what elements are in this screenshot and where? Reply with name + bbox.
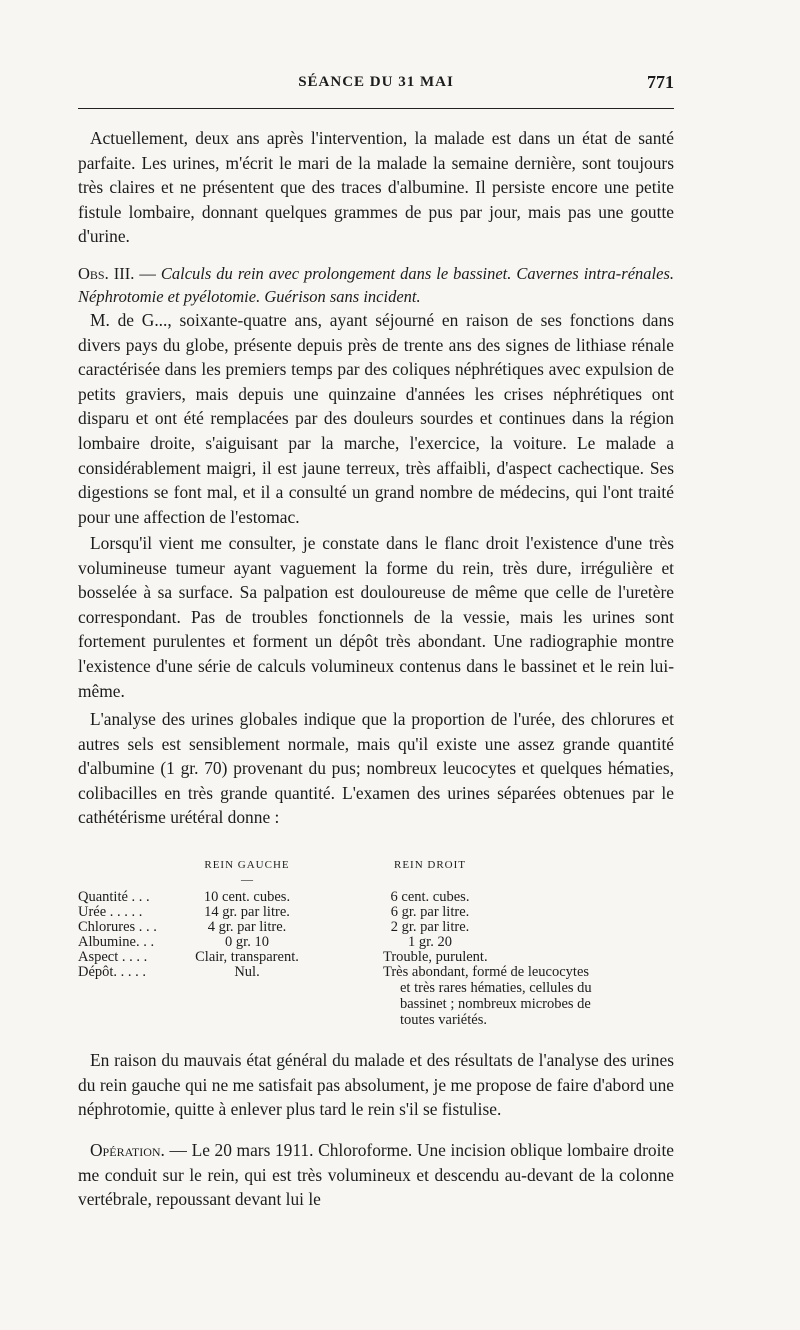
table-row-continuation: toutes variétés. bbox=[400, 1012, 487, 1028]
table-row: Urée . . . . . 14 gr. par litre. 6 gr. par litre. bbox=[78, 904, 470, 920]
paragraph-history: M. de G..., soixante-quatre ans, ayant séjourné en raison de ses fonctions dans divers pays du globe, présente depuis près de trente ans des signes de lithiase rénale caractérisée dans les premiers temps par des coliques néphrétiques avec expulsion de petits graviers, mais depuis une quinzaine d'années les crises néphrétiques ont disparu et ont été remplacées par des douleurs sourdes et continues dans la région lombaire droite, s'aiguisant par la marche, l'exercice, la voiture. Le malade a considérablement maigri, il est jaune terreux, très affaibli, d'aspect cachectique. Ses digestions se font mal, et il a consulté un grand nombre de médecins, qui l'ont traité pour une affection de l'estomac. bbox=[78, 310, 674, 527]
header-rule bbox=[78, 108, 674, 109]
paragraph-urine-analysis: L'analyse des urines globales indique que la proportion de l'urée, des chlorures et autres sels est sensiblement normale, mais qu'il existe une assez grande quantité d'albumine (1 gr. 70) provenant du pus; nombreux leucocytes et quelques hématies, colibacilles en très grande quantité. L'examen des urines séparées obtenues par le cathétérisme urétéral donne : bbox=[78, 709, 674, 828]
observation-title: Calculs du rein avec prolongement dans le bassinet. Cavernes intra-rénales. Néphrotomie et pyélotomie. Guérison sans incident. bbox=[78, 264, 675, 306]
table-header-dash: — bbox=[241, 872, 253, 886]
page-number: 771 bbox=[647, 72, 674, 92]
observation-heading: Obs. III. — Calculs du rein avec prolongement dans le bassinet. Cavernes intra-rénales. Néphrotomie et pyélotomie. Guérison sans incident. bbox=[78, 264, 675, 306]
running-title: SÉANCE DU 31 MAI bbox=[298, 74, 454, 90]
running-header bbox=[78, 70, 674, 96]
table-row-continuation: bassinet ; nombreux microbes de bbox=[400, 996, 591, 1012]
table-row-continuation: et très rares hématies, cellules du bbox=[400, 980, 592, 996]
table-header-left: REIN GAUCHE bbox=[204, 859, 290, 871]
paragraph-conclusion: Actuellement, deux ans après l'intervention, la malade est dans un état de santé parfaite. Les urines, m'écrit le mari de la malade la semaine dernière, sont toujours très claires et ne présentent que des traces d'albumine. Il persiste encore une petite fistule lombaire, donnant quelques grammes de pus par jour, mais pas une goutte d'urine. bbox=[78, 128, 674, 247]
table-row: Dépôt. . . . . Nul. Très abondant, formé de leucocytes bbox=[78, 964, 590, 980]
table-row: Quantité . . . 10 cent. cubes. 6 cent. cubes. bbox=[78, 889, 470, 905]
table-row: Chlorures . . . 4 gr. par litre. 2 gr. par litre. bbox=[78, 919, 470, 935]
observation-label: Obs. III. bbox=[78, 264, 135, 283]
paragraph-operation: Opération. — Le 20 mars 1911. Chloroforme. Une incision oblique lombaire droite me conduit sur le rein, qui est très volumineux et descendu au-devant de la colonne vertébrale, repoussant devant lui le bbox=[78, 1140, 674, 1210]
paragraph-decision: En raison du mauvais état général du malade et des résultats de l'analyse des urines du rein gauche qui ne me satisfait pas absolument, je me propose de faire d'abord une néphrotomie, quitte à enlever plus tard le rein s'il se fistulise. bbox=[78, 1050, 674, 1120]
table-header-right: REIN DROIT bbox=[393, 859, 467, 871]
paragraph-exam: Lorsqu'il vient me consulter, je constate dans le flanc droit l'existence d'une très volumineuse tumeur ayant vaguement la forme du rein, très dure, irrégulière et bosselée à sa surface. Sa palpation est douloureuse de même que celle de l'uretère correspondant. Pas de troubles fonctionnels de la vessie, mais les urines sont fortement purulentes et forment un dépôt très abondant. Une radiographie montre l'existence d'une série de calculs volumineux contenus dans le bassinet et le rein lui-même. bbox=[78, 533, 674, 701]
table-row: Aspect . . . . Clair, transparent. Trouble, purulent. bbox=[78, 949, 488, 965]
operation-label: Opération. bbox=[90, 1140, 165, 1160]
table-row: Albumine. . . 0 gr. 10 1 gr. 20 bbox=[78, 934, 452, 950]
